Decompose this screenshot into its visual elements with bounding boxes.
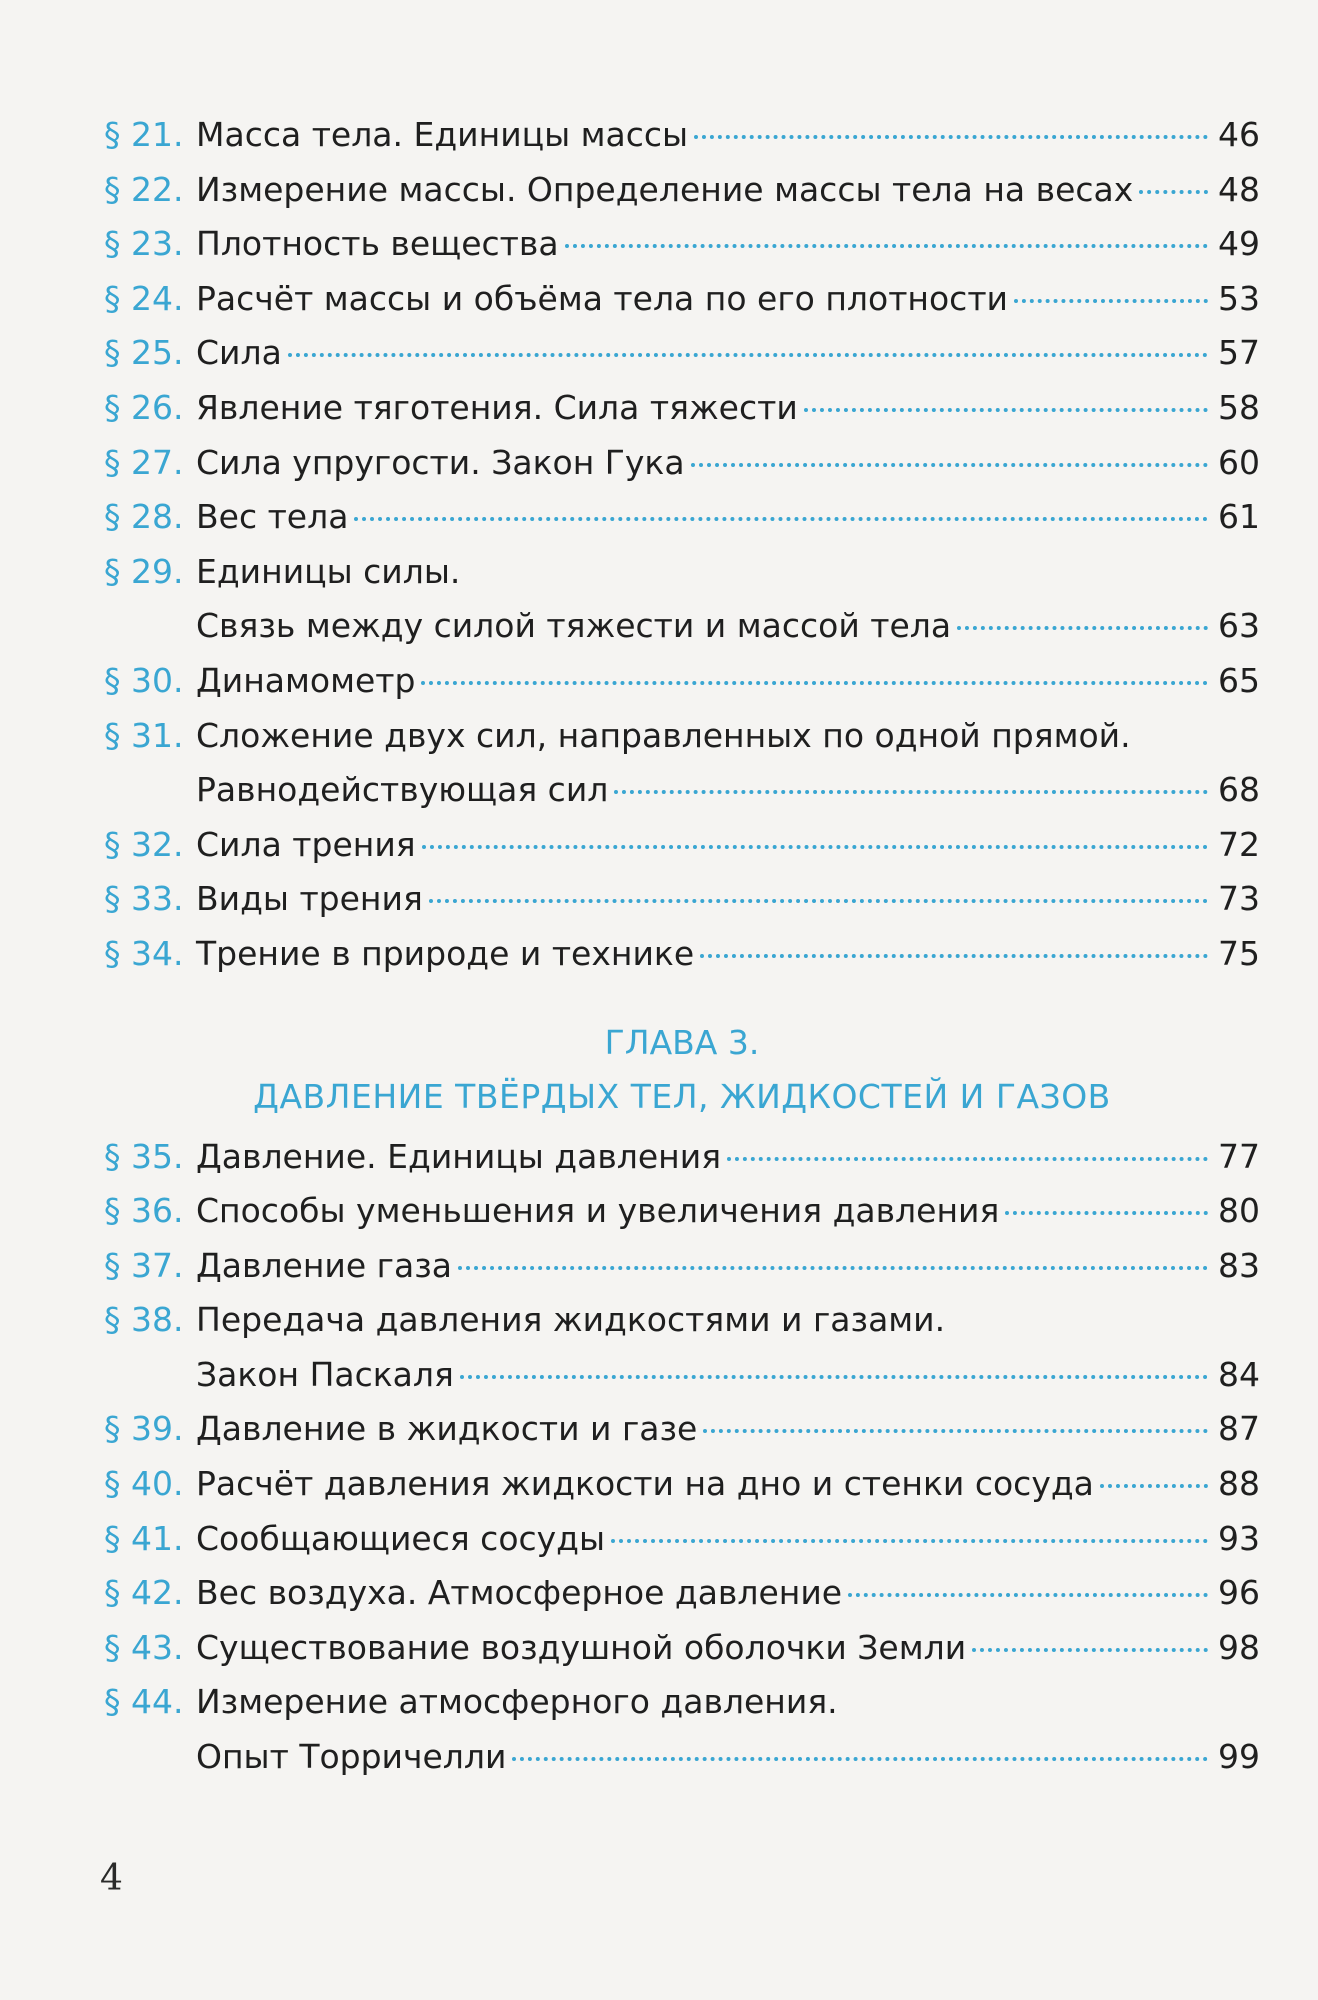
toc-line [104, 1130, 1260, 1185]
dot-leader [1005, 1211, 1208, 1215]
page-ref: 58 [1218, 387, 1260, 427]
section-title: Сила [196, 333, 282, 373]
toc-entry [104, 1512, 1260, 1567]
dot-leader [957, 626, 1208, 630]
toc-entry [104, 1675, 1260, 1784]
toc-line [104, 108, 1260, 163]
page-number: 4 [100, 1858, 123, 1899]
section-title: Виды трения [196, 879, 423, 919]
dot-leader [1139, 190, 1208, 194]
toc-entry [104, 1293, 1260, 1402]
toc-line [104, 709, 1260, 764]
dot-leader [429, 899, 1208, 903]
toc-line [104, 818, 1260, 873]
section-title: Расчёт давления жидкости на дно и стенки сосуда [196, 1464, 1094, 1504]
dot-leader [512, 1757, 1208, 1761]
toc-entry [104, 1184, 1260, 1239]
toc-entry [104, 1457, 1260, 1512]
toc-entry [104, 436, 1260, 491]
section-title: Сила упругости. Закон Гука [196, 442, 685, 482]
section-number: § 21. [104, 115, 184, 154]
toc-line [104, 927, 1260, 982]
page-ref: 53 [1218, 278, 1260, 318]
toc-line [104, 872, 1260, 927]
section-title: Существование воздушной оболочки Земли [196, 1627, 967, 1667]
page-ref: 46 [1218, 115, 1260, 154]
dot-leader [1100, 1484, 1208, 1488]
toc-section-2 [104, 1130, 1260, 1785]
toc-entry [104, 1621, 1260, 1676]
section-number: § 39. [104, 1409, 184, 1449]
page-ref: 72 [1218, 824, 1260, 864]
page-ref: 65 [1218, 660, 1260, 700]
dot-leader [611, 1539, 1208, 1543]
toc-line [104, 654, 1260, 709]
table-of-contents [104, 108, 1260, 1785]
dot-leader [804, 408, 1208, 412]
section-number: § 34. [104, 933, 184, 973]
section-number: § 40. [104, 1464, 184, 1504]
toc-entry [104, 381, 1260, 436]
section-title: Сила трения [196, 824, 416, 864]
page-ref: 73 [1218, 879, 1260, 919]
toc-line [104, 381, 1260, 436]
toc-entry [104, 818, 1260, 873]
toc-line [104, 326, 1260, 381]
section-number: § 24. [104, 278, 184, 318]
section-title: Давление. Единицы давления [196, 1136, 722, 1176]
section-number: § 28. [104, 497, 184, 537]
page-ref: 98 [1218, 1627, 1260, 1667]
toc-line [104, 1293, 1260, 1348]
toc-section-1 [104, 108, 1260, 982]
section-title: Измерение массы. Определение массы тела на весах [196, 169, 1134, 209]
toc-entry [104, 709, 1260, 818]
dot-leader [972, 1648, 1208, 1652]
section-title: Плотность вещества [196, 224, 559, 264]
toc-entry [104, 326, 1260, 381]
section-title: Трение в природе и технике [196, 933, 695, 973]
section-title: Вес воздуха. Атмосферное давление [196, 1573, 843, 1613]
section-title: Вес тела [196, 497, 349, 537]
section-title: Сложение двух сил, направленных по одной прямой. [196, 715, 1131, 755]
section-title: Сообщающиеся сосуды [196, 1518, 606, 1558]
toc-entry [104, 272, 1260, 327]
page-ref: 96 [1218, 1573, 1260, 1613]
section-number: § 33. [104, 879, 184, 919]
section-number: § 22. [104, 169, 184, 209]
toc-line [104, 1512, 1260, 1567]
section-title: Масса тела. Единицы массы [196, 115, 689, 154]
toc-entry [104, 108, 1260, 163]
toc-entry [104, 927, 1260, 982]
section-title: Связь между силой тяжести и массой тела [196, 606, 952, 646]
toc-line [104, 1675, 1260, 1730]
section-number: § 36. [104, 1191, 184, 1231]
section-number: § 43. [104, 1627, 184, 1667]
section-title: Единицы силы. [196, 551, 461, 591]
page-ref: 48 [1218, 169, 1260, 209]
page-ref: 77 [1218, 1136, 1260, 1176]
toc-line [104, 1239, 1260, 1294]
toc-line [104, 490, 1260, 545]
dot-leader [565, 244, 1208, 248]
dot-leader [848, 1593, 1208, 1597]
toc-entry [104, 1130, 1260, 1185]
toc-line [104, 1457, 1260, 1512]
dot-leader [614, 790, 1208, 794]
chapter-heading [104, 1016, 1260, 1124]
toc-entry [104, 490, 1260, 545]
page-ref: 88 [1218, 1464, 1260, 1504]
section-number: § 26. [104, 387, 184, 427]
section-title: Давление газа [196, 1245, 452, 1285]
page-ref: 57 [1218, 333, 1260, 373]
toc-line [104, 1402, 1260, 1457]
toc-line [104, 545, 1260, 600]
page-ref: 49 [1218, 224, 1260, 264]
toc-line [104, 163, 1260, 218]
page-ref: 61 [1218, 497, 1260, 537]
section-title: Способы уменьшения и увеличения давления [196, 1191, 1000, 1231]
section-number: § 30. [104, 660, 184, 700]
section-number: § 25. [104, 333, 184, 373]
section-number: § 29. [104, 551, 184, 591]
dot-leader [354, 517, 1208, 521]
page-ref: 80 [1218, 1191, 1260, 1231]
section-number: § 37. [104, 1245, 184, 1285]
toc-entry [104, 545, 1260, 654]
toc-entry [104, 1239, 1260, 1294]
section-title: Явление тяготения. Сила тяжести [196, 387, 798, 427]
section-title: Расчёт массы и объёма тела по его плотности [196, 278, 1008, 318]
toc-line [104, 1730, 1260, 1785]
page-ref: 84 [1218, 1354, 1260, 1394]
dot-leader [703, 1429, 1208, 1433]
section-number: § 23. [104, 224, 184, 264]
page-ref: 60 [1218, 442, 1260, 482]
toc-entry [104, 654, 1260, 709]
toc-line [104, 599, 1260, 654]
toc-entry [104, 217, 1260, 272]
toc-line [104, 1184, 1260, 1239]
toc-entry [104, 872, 1260, 927]
toc-line [104, 763, 1260, 818]
page-ref: 68 [1218, 770, 1260, 810]
section-number: § 31. [104, 715, 184, 755]
toc-line [104, 272, 1260, 327]
dot-leader [458, 1266, 1208, 1270]
dot-leader [691, 463, 1208, 467]
page-ref: 83 [1218, 1245, 1260, 1285]
toc-entry [104, 163, 1260, 218]
section-number: § 42. [104, 1573, 184, 1613]
toc-line [104, 1621, 1260, 1676]
toc-entry [104, 1402, 1260, 1457]
dot-leader [288, 353, 1208, 357]
page-ref: 75 [1218, 933, 1260, 973]
toc-line [104, 217, 1260, 272]
section-title: Опыт Торричелли [196, 1737, 507, 1777]
dot-leader [700, 954, 1208, 958]
section-number: § 35. [104, 1136, 184, 1176]
section-number: § 38. [104, 1300, 184, 1340]
toc-entry [104, 1566, 1260, 1621]
section-number: § 44. [104, 1682, 184, 1722]
section-number: § 41. [104, 1518, 184, 1558]
page-ref: 87 [1218, 1409, 1260, 1449]
section-title: Измерение атмосферного давления. [196, 1682, 838, 1722]
chapter-label: ГЛАВА 3. [604, 1022, 760, 1062]
dot-leader [421, 681, 1208, 685]
dot-leader [1014, 299, 1208, 303]
section-title: Равнодействующая сил [196, 770, 609, 810]
toc-line [104, 436, 1260, 491]
page-ref: 63 [1218, 606, 1260, 646]
dot-leader [460, 1375, 1208, 1379]
chapter-title: ДАВЛЕНИЕ ТВЁРДЫХ ТЕЛ, ЖИДКОСТЕЙ И ГАЗОВ [253, 1076, 1111, 1116]
dot-leader [727, 1157, 1208, 1161]
page-ref: 99 [1218, 1737, 1260, 1777]
dot-leader [694, 135, 1208, 139]
page-ref: 93 [1218, 1518, 1260, 1558]
section-title: Динамометр [196, 660, 416, 700]
section-number: § 27. [104, 442, 184, 482]
section-number: § 32. [104, 824, 184, 864]
toc-line [104, 1348, 1260, 1403]
section-title: Передача давления жидкостями и газами. [196, 1300, 946, 1340]
section-title: Закон Паскаля [196, 1354, 454, 1394]
toc-line [104, 1566, 1260, 1621]
dot-leader [422, 845, 1208, 849]
section-title: Давление в жидкости и газе [196, 1409, 698, 1449]
